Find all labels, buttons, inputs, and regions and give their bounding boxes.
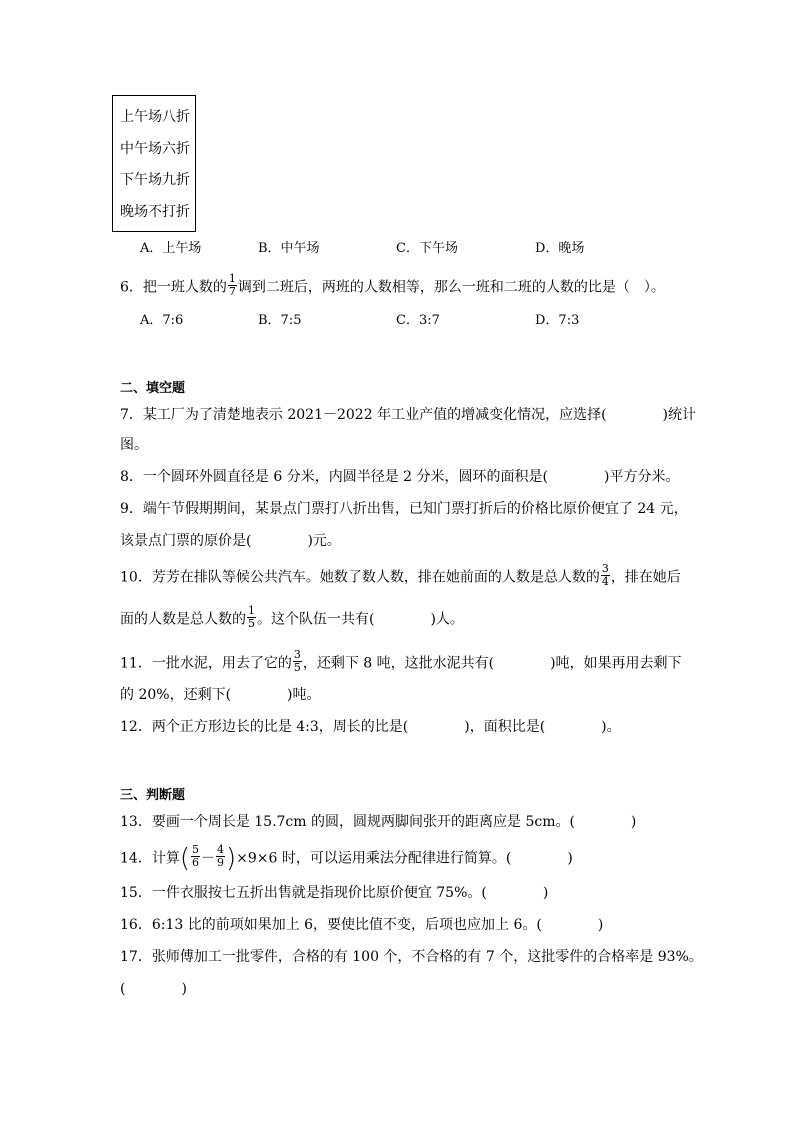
q6-option-b[interactable]: B．7:5	[258, 313, 302, 328]
question-7-line2: 图。	[120, 437, 148, 453]
question-11-line2: 的 20%，还剩下( )吨。	[120, 687, 321, 703]
q6-option-d[interactable]: D．7:3	[535, 313, 580, 328]
question-16: 16．6:13 比的前项如果加上 6，要使比值不变，后项也应加上 6。( )	[120, 917, 604, 933]
fraction: $\frac{4}{9}$	[216, 843, 224, 869]
box-item: 晚场不打折	[120, 204, 190, 220]
question-9-line1: 9．端午节假期期间，某景点门票打八折出售，已知门票打折后的价格比原价便宜了 24 元，	[120, 501, 688, 517]
box-item: 上午场八折	[120, 109, 190, 125]
right-paren: )	[225, 843, 237, 874]
question-6: 6．把一班人数的 $\frac{1}{7}$ 调到二班后，两班的人数相等，那么一班和二班的人数的比是（ ）。	[120, 272, 665, 298]
fraction: $\frac{3}{4}$	[601, 562, 609, 588]
question-10-line1: 10．芳芳在排队等候公共汽车。她数了数人数，排在她前面的人数是总人数的 $\frac{3}{4}$ ，排在她后	[120, 562, 681, 588]
question-14: 14．计算( $\frac{5}{6}$ － $\frac{4}{9}$ )×9×6 时，可以运用乘法分配律进行简算。( )	[120, 843, 573, 874]
box-item: 中午场六折	[120, 141, 190, 157]
question-9-line2: 该景点门票的原价是( )元。	[120, 533, 341, 549]
fraction: $\frac{5}{6}$	[191, 843, 199, 869]
question-10-line2: 面的人数是总人数的 $\frac{1}{5}$ 。这个队伍一共有( )人。	[120, 604, 464, 630]
q5-option-d[interactable]: D．晚场	[535, 241, 585, 256]
price-info-box	[112, 95, 196, 232]
question-8: 8．一个圆环外圆直径是 6 分米，内圆半径是 2 分米，圆环的面积是( )平方分米。	[120, 469, 680, 485]
fraction: $\frac{1}{7}$	[228, 272, 236, 298]
question-17-line2: ( )	[120, 981, 187, 997]
question-17-line1: 17．张师傅加工一批零件，合格的有 100 个，不合格的有 7 个，这批零件的合格率是 93%。	[120, 949, 703, 965]
question-13: 13．要画一个周长是 15.7cm 的圆，圆规两脚间张开的距离应是 5cm。( )	[120, 814, 637, 830]
q6-option-c[interactable]: C．3:7	[396, 313, 440, 328]
question-7-line1: 7．某工厂为了清楚地表示 2021－2022 年工业产值的增减变化情况，应选择( )统计	[120, 407, 696, 423]
question-15: 15．一件衣服按七五折出售就是指现价比原价便宜 75%。( )	[120, 885, 549, 901]
q5-option-c[interactable]: C．下午场	[396, 241, 458, 256]
box-item: 下午场九折	[120, 172, 190, 188]
question-11-line1: 11．一批水泥，用去了它的 $\frac{3}{5}$ ，还剩下 8 吨，这批水泥共有( )吨，如果再用去剩下	[120, 648, 682, 674]
fraction: $\frac{1}{5}$	[248, 604, 255, 630]
section-title-fill-in: 二、填空题	[120, 381, 186, 396]
section-title-true-false: 三、判断题	[120, 788, 186, 803]
q5-option-a[interactable]: A．上午场	[140, 241, 202, 256]
q5-option-b[interactable]: B．中午场	[258, 241, 320, 256]
fraction: $\frac{3}{5}$	[293, 648, 301, 674]
question-12: 12．两个正方形边长的比是 4:3，周长的比是( )，面积比是( )。	[120, 719, 621, 735]
left-paren: (	[179, 843, 190, 874]
q6-option-a[interactable]: A．7:6	[140, 313, 184, 328]
